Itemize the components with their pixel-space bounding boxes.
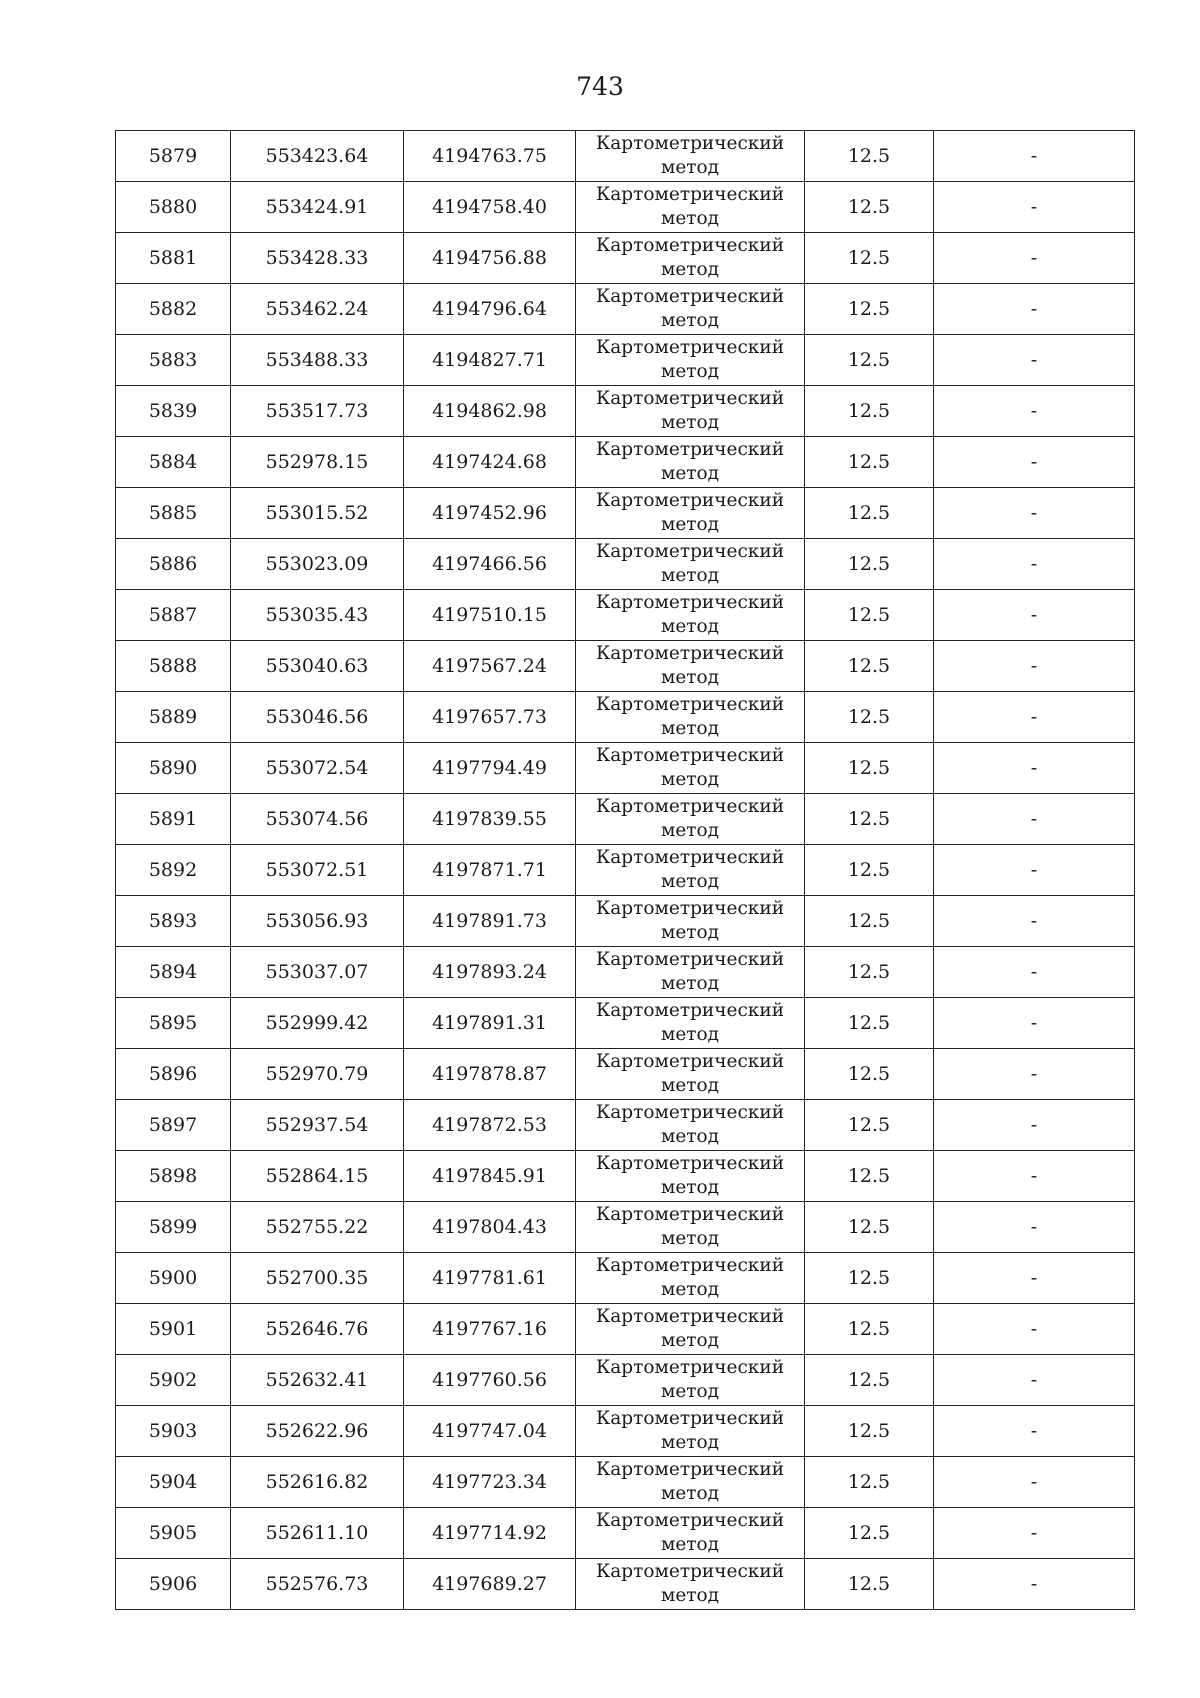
accuracy-cell: 12.5 xyxy=(805,488,934,539)
point-number-cell: 5883 xyxy=(116,335,231,386)
method-text-line: метод xyxy=(660,208,720,229)
accuracy-cell: 12.5 xyxy=(805,794,934,845)
y-coordinate-cell: 4197466.56 xyxy=(404,539,576,590)
point-number-cell: 5893 xyxy=(116,896,231,947)
method-text-line: Картометрический xyxy=(595,1459,785,1480)
x-coordinate-cell: 553056.93 xyxy=(231,896,404,947)
x-coordinate-cell: 553072.54 xyxy=(231,743,404,794)
x-coordinate-cell: 552978.15 xyxy=(231,437,404,488)
method-cell xyxy=(576,233,805,284)
method-cell xyxy=(576,845,805,896)
x-coordinate-cell: 553015.52 xyxy=(231,488,404,539)
method-cell xyxy=(576,692,805,743)
method-text-line: метод xyxy=(660,718,720,739)
accuracy-cell: 12.5 xyxy=(805,590,934,641)
table-row xyxy=(116,1253,1135,1304)
accuracy-cell: 12.5 xyxy=(805,1508,934,1559)
point-number-cell: 5895 xyxy=(116,998,231,1049)
method-text-line: Картометрический xyxy=(595,1204,785,1225)
y-coordinate-cell: 4197878.87 xyxy=(404,1049,576,1100)
method-text-line: метод xyxy=(660,1279,720,1300)
method-text-line: метод xyxy=(660,1126,720,1147)
x-coordinate-cell: 552646.76 xyxy=(231,1304,404,1355)
accuracy-cell: 12.5 xyxy=(805,284,934,335)
method-cell xyxy=(576,1559,805,1610)
x-coordinate-cell: 553037.07 xyxy=(231,947,404,998)
point-number-cell: 5905 xyxy=(116,1508,231,1559)
x-coordinate-cell: 552970.79 xyxy=(231,1049,404,1100)
method-text-line: Картометрический xyxy=(595,847,785,868)
note-cell: - xyxy=(934,437,1135,488)
point-number-cell: 5882 xyxy=(116,284,231,335)
point-number-cell: 5901 xyxy=(116,1304,231,1355)
method-text-line: Картометрический xyxy=(595,1357,785,1378)
accuracy-cell: 12.5 xyxy=(805,1151,934,1202)
note-cell: - xyxy=(934,131,1135,182)
y-coordinate-cell: 4197567.24 xyxy=(404,641,576,692)
table-row xyxy=(116,845,1135,896)
y-coordinate-cell: 4197723.34 xyxy=(404,1457,576,1508)
point-number-cell: 5897 xyxy=(116,1100,231,1151)
method-text-line: метод xyxy=(660,514,720,535)
method-text-line: метод xyxy=(660,769,720,790)
accuracy-cell: 12.5 xyxy=(805,1457,934,1508)
point-number-cell: 5894 xyxy=(116,947,231,998)
point-number-cell: 5890 xyxy=(116,743,231,794)
note-cell: - xyxy=(934,845,1135,896)
table-row xyxy=(116,539,1135,590)
method-cell xyxy=(576,131,805,182)
method-text-line: Картометрический xyxy=(595,643,785,664)
table-row xyxy=(116,1151,1135,1202)
table-row xyxy=(116,1559,1135,1610)
y-coordinate-cell: 4197891.31 xyxy=(404,998,576,1049)
table-row xyxy=(116,896,1135,947)
x-coordinate-cell: 552576.73 xyxy=(231,1559,404,1610)
method-cell xyxy=(576,182,805,233)
method-text-line: метод xyxy=(660,361,720,382)
point-number-cell: 5839 xyxy=(116,386,231,437)
method-text-line: Картометрический xyxy=(595,337,785,358)
note-cell: - xyxy=(934,182,1135,233)
method-cell xyxy=(576,1253,805,1304)
y-coordinate-cell: 4194827.71 xyxy=(404,335,576,386)
method-text-line: метод xyxy=(660,1075,720,1096)
accuracy-cell: 12.5 xyxy=(805,1355,934,1406)
method-text-line: Картометрический xyxy=(595,1051,785,1072)
y-coordinate-cell: 4197839.55 xyxy=(404,794,576,845)
table-row xyxy=(116,590,1135,641)
method-text-line: метод xyxy=(660,1228,720,1249)
method-text-line: метод xyxy=(660,1534,720,1555)
method-cell xyxy=(576,284,805,335)
method-cell xyxy=(576,743,805,794)
method-text-line: Картометрический xyxy=(595,898,785,919)
method-cell xyxy=(576,1151,805,1202)
point-number-cell: 5887 xyxy=(116,590,231,641)
x-coordinate-cell: 552632.41 xyxy=(231,1355,404,1406)
method-text-line: метод xyxy=(660,412,720,433)
table-row xyxy=(116,794,1135,845)
method-cell xyxy=(576,1100,805,1151)
note-cell: - xyxy=(934,1151,1135,1202)
table-row xyxy=(116,692,1135,743)
accuracy-cell: 12.5 xyxy=(805,1253,934,1304)
method-cell xyxy=(576,590,805,641)
note-cell: - xyxy=(934,794,1135,845)
note-cell: - xyxy=(934,1049,1135,1100)
method-cell xyxy=(576,1508,805,1559)
point-number-cell: 5896 xyxy=(116,1049,231,1100)
method-text-line: Картометрический xyxy=(595,745,785,766)
method-cell xyxy=(576,1202,805,1253)
table-row xyxy=(116,1457,1135,1508)
y-coordinate-cell: 4197689.27 xyxy=(404,1559,576,1610)
accuracy-cell: 12.5 xyxy=(805,1100,934,1151)
x-coordinate-cell: 553423.64 xyxy=(231,131,404,182)
table-row xyxy=(116,335,1135,386)
table-row xyxy=(116,947,1135,998)
method-cell xyxy=(576,896,805,947)
table-row xyxy=(116,641,1135,692)
accuracy-cell: 12.5 xyxy=(805,386,934,437)
method-text-line: Картометрический xyxy=(595,592,785,613)
y-coordinate-cell: 4197760.56 xyxy=(404,1355,576,1406)
method-text-line: Картометрический xyxy=(595,1408,785,1429)
accuracy-cell: 12.5 xyxy=(805,1406,934,1457)
note-cell: - xyxy=(934,488,1135,539)
method-cell xyxy=(576,386,805,437)
y-coordinate-cell: 4197845.91 xyxy=(404,1151,576,1202)
table-row xyxy=(116,1100,1135,1151)
accuracy-cell: 12.5 xyxy=(805,1049,934,1100)
note-cell: - xyxy=(934,1100,1135,1151)
method-cell xyxy=(576,437,805,488)
page-number: 743 xyxy=(576,72,624,101)
method-text-line: метод xyxy=(660,157,720,178)
point-number-cell: 5906 xyxy=(116,1559,231,1610)
point-number-cell: 5886 xyxy=(116,539,231,590)
y-coordinate-cell: 4197872.53 xyxy=(404,1100,576,1151)
accuracy-cell: 12.5 xyxy=(805,743,934,794)
method-text-line: Картометрический xyxy=(595,694,785,715)
table-row xyxy=(116,131,1135,182)
method-cell xyxy=(576,1457,805,1508)
accuracy-cell: 12.5 xyxy=(805,896,934,947)
y-coordinate-cell: 4194763.75 xyxy=(404,131,576,182)
point-number-cell: 5879 xyxy=(116,131,231,182)
method-cell xyxy=(576,335,805,386)
x-coordinate-cell: 552611.10 xyxy=(231,1508,404,1559)
point-number-cell: 5899 xyxy=(116,1202,231,1253)
point-number-cell: 5889 xyxy=(116,692,231,743)
accuracy-cell: 12.5 xyxy=(805,998,934,1049)
note-cell: - xyxy=(934,1559,1135,1610)
method-cell xyxy=(576,794,805,845)
note-cell: - xyxy=(934,896,1135,947)
accuracy-cell: 12.5 xyxy=(805,233,934,284)
x-coordinate-cell: 552755.22 xyxy=(231,1202,404,1253)
method-text-line: метод xyxy=(660,871,720,892)
table-row xyxy=(116,488,1135,539)
method-text-line: Картометрический xyxy=(595,286,785,307)
method-text-line: метод xyxy=(660,1432,720,1453)
note-cell: - xyxy=(934,692,1135,743)
method-cell xyxy=(576,539,805,590)
note-cell: - xyxy=(934,386,1135,437)
accuracy-cell: 12.5 xyxy=(805,1202,934,1253)
note-cell: - xyxy=(934,1202,1135,1253)
accuracy-cell: 12.5 xyxy=(805,437,934,488)
method-text-line: метод xyxy=(660,565,720,586)
point-number-cell: 5885 xyxy=(116,488,231,539)
method-cell xyxy=(576,1049,805,1100)
method-text-line: метод xyxy=(660,259,720,280)
x-coordinate-cell: 553462.24 xyxy=(231,284,404,335)
y-coordinate-cell: 4197747.04 xyxy=(404,1406,576,1457)
table-row xyxy=(116,233,1135,284)
point-number-cell: 5884 xyxy=(116,437,231,488)
x-coordinate-cell: 552864.15 xyxy=(231,1151,404,1202)
x-coordinate-cell: 553046.56 xyxy=(231,692,404,743)
method-text-line: Картометрический xyxy=(595,388,785,409)
table-row xyxy=(116,1355,1135,1406)
method-text-line: Картометрический xyxy=(595,796,785,817)
y-coordinate-cell: 4197714.92 xyxy=(404,1508,576,1559)
method-text-line: Картометрический xyxy=(595,1510,785,1531)
method-text-line: Картометрический xyxy=(595,1561,785,1582)
note-cell: - xyxy=(934,233,1135,284)
note-cell: - xyxy=(934,539,1135,590)
coordinates-table xyxy=(115,130,1135,1610)
y-coordinate-cell: 4197767.16 xyxy=(404,1304,576,1355)
method-text-line: Картометрический xyxy=(595,1255,785,1276)
note-cell: - xyxy=(934,743,1135,794)
y-coordinate-cell: 4197424.68 xyxy=(404,437,576,488)
method-text-line: метод xyxy=(660,1330,720,1351)
accuracy-cell: 12.5 xyxy=(805,641,934,692)
method-text-line: метод xyxy=(660,1177,720,1198)
note-cell: - xyxy=(934,1304,1135,1355)
table-row xyxy=(116,437,1135,488)
method-text-line: Картометрический xyxy=(595,133,785,154)
note-cell: - xyxy=(934,947,1135,998)
table-row xyxy=(116,1508,1135,1559)
coordinates-table-body xyxy=(116,131,1135,1610)
method-text-line: метод xyxy=(660,1483,720,1504)
y-coordinate-cell: 4197781.61 xyxy=(404,1253,576,1304)
accuracy-cell: 12.5 xyxy=(805,947,934,998)
table-row xyxy=(116,1406,1135,1457)
accuracy-cell: 12.5 xyxy=(805,131,934,182)
method-text-line: метод xyxy=(660,310,720,331)
point-number-cell: 5888 xyxy=(116,641,231,692)
y-coordinate-cell: 4197510.15 xyxy=(404,590,576,641)
method-text-line: метод xyxy=(660,667,720,688)
y-coordinate-cell: 4194758.40 xyxy=(404,182,576,233)
method-cell xyxy=(576,1355,805,1406)
method-text-line: Картометрический xyxy=(595,1306,785,1327)
x-coordinate-cell: 552616.82 xyxy=(231,1457,404,1508)
accuracy-cell: 12.5 xyxy=(805,335,934,386)
accuracy-cell: 12.5 xyxy=(805,539,934,590)
y-coordinate-cell: 4197891.73 xyxy=(404,896,576,947)
accuracy-cell: 12.5 xyxy=(805,1559,934,1610)
table-row xyxy=(116,386,1135,437)
method-text-line: метод xyxy=(660,973,720,994)
x-coordinate-cell: 552622.96 xyxy=(231,1406,404,1457)
method-text-line: Картометрический xyxy=(595,1000,785,1021)
point-number-cell: 5900 xyxy=(116,1253,231,1304)
note-cell: - xyxy=(934,1253,1135,1304)
note-cell: - xyxy=(934,590,1135,641)
method-cell xyxy=(576,1304,805,1355)
table-row xyxy=(116,743,1135,794)
note-cell: - xyxy=(934,335,1135,386)
method-text-line: метод xyxy=(660,463,720,484)
note-cell: - xyxy=(934,641,1135,692)
method-text-line: Картометрический xyxy=(595,1153,785,1174)
note-cell: - xyxy=(934,1457,1135,1508)
method-text-line: метод xyxy=(660,820,720,841)
point-number-cell: 5904 xyxy=(116,1457,231,1508)
method-cell xyxy=(576,1406,805,1457)
table-row xyxy=(116,998,1135,1049)
y-coordinate-cell: 4197893.24 xyxy=(404,947,576,998)
note-cell: - xyxy=(934,1355,1135,1406)
y-coordinate-cell: 4194756.88 xyxy=(404,233,576,284)
method-text-line: Картометрический xyxy=(595,184,785,205)
point-number-cell: 5880 xyxy=(116,182,231,233)
method-text-line: метод xyxy=(660,616,720,637)
accuracy-cell: 12.5 xyxy=(805,845,934,896)
table-row xyxy=(116,1304,1135,1355)
method-text-line: Картометрический xyxy=(595,949,785,970)
x-coordinate-cell: 553488.33 xyxy=(231,335,404,386)
method-text-line: Картометрический xyxy=(595,490,785,511)
note-cell: - xyxy=(934,284,1135,335)
x-coordinate-cell: 553517.73 xyxy=(231,386,404,437)
y-coordinate-cell: 4197452.96 xyxy=(404,488,576,539)
accuracy-cell: 12.5 xyxy=(805,182,934,233)
method-text-line: метод xyxy=(660,1381,720,1402)
point-number-cell: 5902 xyxy=(116,1355,231,1406)
accuracy-cell: 12.5 xyxy=(805,1304,934,1355)
note-cell: - xyxy=(934,998,1135,1049)
method-text-line: Картометрический xyxy=(595,235,785,256)
method-cell xyxy=(576,641,805,692)
method-cell xyxy=(576,998,805,1049)
x-coordinate-cell: 553428.33 xyxy=(231,233,404,284)
point-number-cell: 5881 xyxy=(116,233,231,284)
x-coordinate-cell: 553074.56 xyxy=(231,794,404,845)
point-number-cell: 5891 xyxy=(116,794,231,845)
method-text-line: Картометрический xyxy=(595,541,785,562)
note-cell: - xyxy=(934,1406,1135,1457)
point-number-cell: 5892 xyxy=(116,845,231,896)
table-row xyxy=(116,182,1135,233)
x-coordinate-cell: 552937.54 xyxy=(231,1100,404,1151)
point-number-cell: 5903 xyxy=(116,1406,231,1457)
x-coordinate-cell: 553040.63 xyxy=(231,641,404,692)
method-text-line: Картометрический xyxy=(595,439,785,460)
x-coordinate-cell: 552999.42 xyxy=(231,998,404,1049)
y-coordinate-cell: 4197871.71 xyxy=(404,845,576,896)
method-text-line: метод xyxy=(660,922,720,943)
x-coordinate-cell: 553424.91 xyxy=(231,182,404,233)
method-cell xyxy=(576,488,805,539)
method-cell xyxy=(576,947,805,998)
method-text-line: Картометрический xyxy=(595,1102,785,1123)
note-cell: - xyxy=(934,1508,1135,1559)
x-coordinate-cell: 553035.43 xyxy=(231,590,404,641)
y-coordinate-cell: 4194862.98 xyxy=(404,386,576,437)
table-row xyxy=(116,1202,1135,1253)
y-coordinate-cell: 4197804.43 xyxy=(404,1202,576,1253)
y-coordinate-cell: 4194796.64 xyxy=(404,284,576,335)
x-coordinate-cell: 553023.09 xyxy=(231,539,404,590)
accuracy-cell: 12.5 xyxy=(805,692,934,743)
table-row xyxy=(116,1049,1135,1100)
y-coordinate-cell: 4197657.73 xyxy=(404,692,576,743)
point-number-cell: 5898 xyxy=(116,1151,231,1202)
method-text-line: метод xyxy=(660,1585,720,1606)
x-coordinate-cell: 552700.35 xyxy=(231,1253,404,1304)
table-row xyxy=(116,284,1135,335)
method-text-line: метод xyxy=(660,1024,720,1045)
x-coordinate-cell: 553072.51 xyxy=(231,845,404,896)
y-coordinate-cell: 4197794.49 xyxy=(404,743,576,794)
